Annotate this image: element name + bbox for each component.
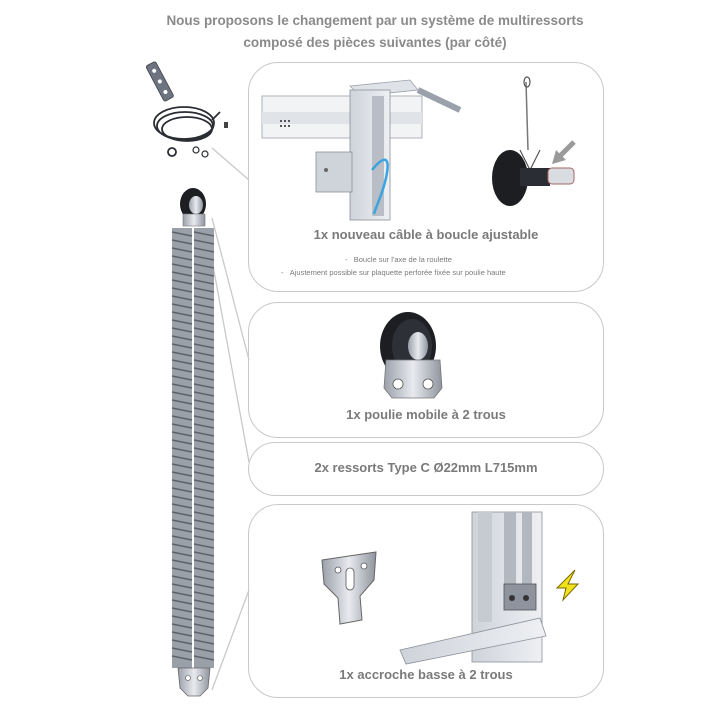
pulley-caption: 1x poulie mobile à 2 trous [346, 407, 506, 422]
hook-plate-image [322, 552, 376, 624]
springs-icon [172, 228, 214, 668]
movable-pulley-image [380, 312, 442, 398]
cable-loop-detail-image [492, 77, 574, 206]
mounting-plate-icon [146, 61, 174, 101]
springs-caption: 2x ressorts Type C Ø22mm L715mm [314, 460, 538, 475]
connector-lines [212, 148, 249, 690]
yellow-arrow-icon [557, 570, 578, 600]
title-line-2: composé des pièces suivantes (par côté) [243, 35, 507, 50]
cable-coil-icon [154, 107, 220, 157]
bottom-hook-icon [178, 668, 210, 696]
top-pulley-icon [180, 188, 206, 226]
frame-render-image [262, 80, 460, 220]
hook-caption: 1x accroche basse à 2 trous [339, 667, 513, 682]
cable-caption: 1x nouveau câble à boucle ajustable [313, 227, 539, 242]
cable-note-1: - Boucle sur l'axe de la roulette [345, 255, 452, 264]
hook-frame-render-image [400, 512, 578, 664]
title-line-1: Nous proposons le changement par un système de multiressorts [166, 13, 584, 28]
cable-note-2: - Ajustement possible sur plaquette perforée fixée sur poulie haute [281, 268, 506, 277]
cable-clip-icon [224, 122, 228, 128]
